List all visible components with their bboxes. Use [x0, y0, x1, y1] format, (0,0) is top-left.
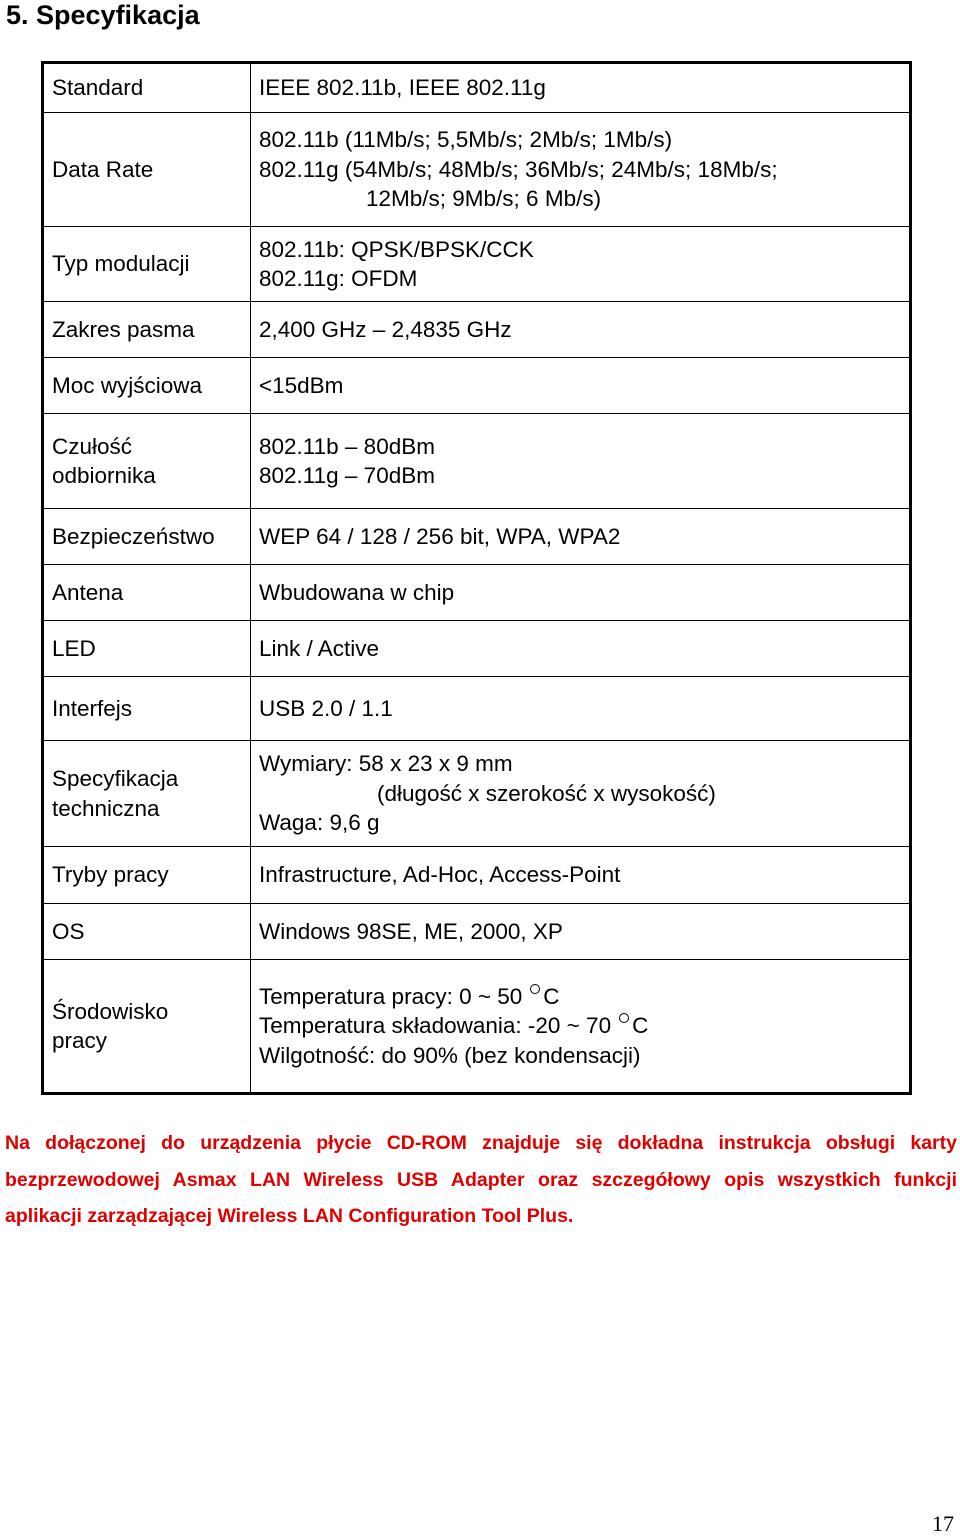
spec-label: Specyfikacja techniczna	[43, 741, 251, 847]
specification-table	[41, 61, 912, 1095]
spec-row-output-power	[43, 358, 911, 414]
spec-label: Bezpieczeństwo	[43, 509, 251, 565]
degree-symbol-icon	[530, 984, 540, 994]
spec-value: Temperatura pracy: 0 ~ 50 C Temperatura składowania: -20 ~ 70 C Wilgotność: do 90% (bez kondensacji)	[251, 960, 911, 1094]
page-number: 17	[932, 1511, 954, 1536]
spec-label: Interfejs	[43, 677, 251, 741]
cd-rom-note: Na dołączonej do urządzenia płycie CD-ROM znajduje się dokładna instrukcja obsługi karty bezprzewodowej Asmax LAN Wireless USB Adapter oraz szczegółowy opis wszystkich funkcji aplikacji zarządzającej Wireless LAN Configuration Tool Plus.	[5, 1132, 957, 1227]
spec-value: 802.11b (11Mb/s; 5,5Mb/s; 2Mb/s; 1Mb/s) 802.11g (54Mb/s; 48Mb/s; 36Mb/s; 24Mb/s; 18Mb/s; 12Mb/s; 9Mb/s; 6 Mb/s)	[251, 113, 911, 227]
spec-row-standard	[43, 63, 911, 113]
spec-row-modulation	[43, 227, 911, 302]
section-heading: 5. Specyfikacja	[6, 0, 200, 30]
spec-row-antenna	[43, 565, 911, 621]
spec-label: Typ modulacji	[43, 227, 251, 302]
spec-value: 2,400 GHz – 2,4835 GHz	[251, 302, 911, 358]
spec-row-interface	[43, 677, 911, 741]
spec-row-data-rate	[43, 113, 911, 227]
spec-value: Infrastructure, Ad-Hoc, Access-Point	[251, 847, 911, 904]
spec-value: 802.11b: QPSK/BPSK/CCK 802.11g: OFDM	[251, 227, 911, 302]
spec-label: LED	[43, 621, 251, 677]
spec-row-modes	[43, 847, 911, 904]
spec-row-led	[43, 621, 911, 677]
spec-value: WEP 64 / 128 / 256 bit, WPA, WPA2	[251, 509, 911, 565]
spec-value: IEEE 802.11b, IEEE 802.11g	[251, 63, 911, 113]
spec-label: Data Rate	[43, 113, 251, 227]
spec-label: Środowisko pracy	[43, 960, 251, 1094]
spec-label: Moc wyjściowa	[43, 358, 251, 414]
spec-row-os	[43, 904, 911, 960]
spec-value: USB 2.0 / 1.1	[251, 677, 911, 741]
spec-row-sensitivity	[43, 414, 911, 509]
spec-value: Wymiary: 58 x 23 x 9 mm (długość x szerokość x wysokość) Waga: 9,6 g	[251, 741, 911, 847]
spec-row-security	[43, 509, 911, 565]
spec-label: Zakres pasma	[43, 302, 251, 358]
spec-row-frequency-range	[43, 302, 911, 358]
spec-label: OS	[43, 904, 251, 960]
spec-value: Windows 98SE, ME, 2000, XP	[251, 904, 911, 960]
degree-symbol-icon	[619, 1013, 629, 1023]
spec-label: Antena	[43, 565, 251, 621]
spec-label: Czułość odbiornika	[43, 414, 251, 509]
spec-value: Wbudowana w chip	[251, 565, 911, 621]
spec-label: Standard	[43, 63, 251, 113]
spec-value: Link / Active	[251, 621, 911, 677]
spec-value: <15dBm	[251, 358, 911, 414]
spec-label: Tryby pracy	[43, 847, 251, 904]
spec-row-technical	[43, 741, 911, 847]
spec-row-environment	[43, 960, 911, 1094]
spec-value: 802.11b – 80dBm 802.11g – 70dBm	[251, 414, 911, 509]
